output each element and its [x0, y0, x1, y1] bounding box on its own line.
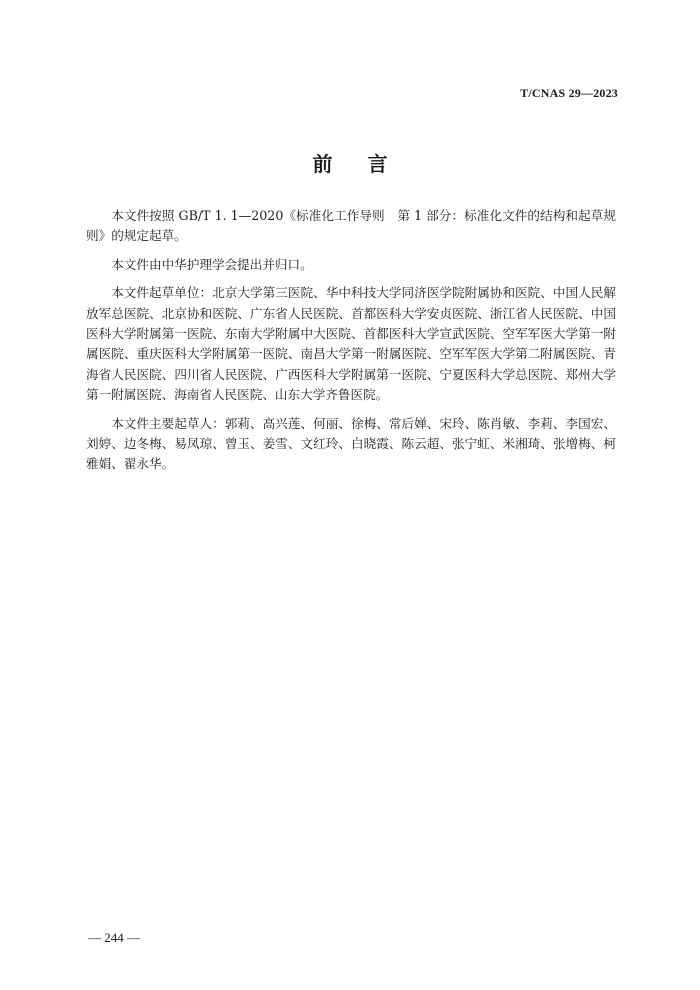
document-code: T/CNAS 29—2023 — [520, 86, 618, 100]
paragraph-drafting-units: 本文件起草单位：北京大学第三医院、华中科技大学同济医学院附属协和医院、中国人民解放军总医院、北京协和医院、广东省人民医院、首都医科大学安贞医院、浙江省人民医院、中国医科大学附属第一医院、东南大学附属中大医院、首都医科大学宣武医院、空军军医大学第一附属医院、重庆医科大学附属第一医院、南昌大学第一附属医院、空军军医大学第二附属医院、青海省人民医院、四川省人民医院、广西医科大学附属第一医院、宁夏医科大学总医院、郑州大学第一附属医院、海南省人民医院、山东大学齐鲁医院。 — [86, 285, 616, 403]
page-number: — 244 — — [88, 930, 140, 945]
document-body — [86, 206, 616, 483]
paragraph-proposer: 本文件由中华护理学会提出并归口。 — [111, 256, 313, 272]
paragraph-drafting-rules: 本文件按照 GB/T 1. 1—2020《标准化工作导则 第 1 部分：标准化文件的结构和起草规则》的规定起草。 — [86, 208, 616, 244]
page-title: 前 言 — [312, 152, 402, 176]
paragraph-drafters: 本文件主要起草人：郭莉、高兴莲、何丽、徐梅、常后婵、宋玲、陈肖敏、李莉、李国宏、刘婷、边冬梅、易凤琼、曾玉、姜雪、文红玲、白晓霞、陈云超、张宁虹、米湘琦、张增梅、柯雅娟、翟永华。 — [86, 415, 616, 472]
